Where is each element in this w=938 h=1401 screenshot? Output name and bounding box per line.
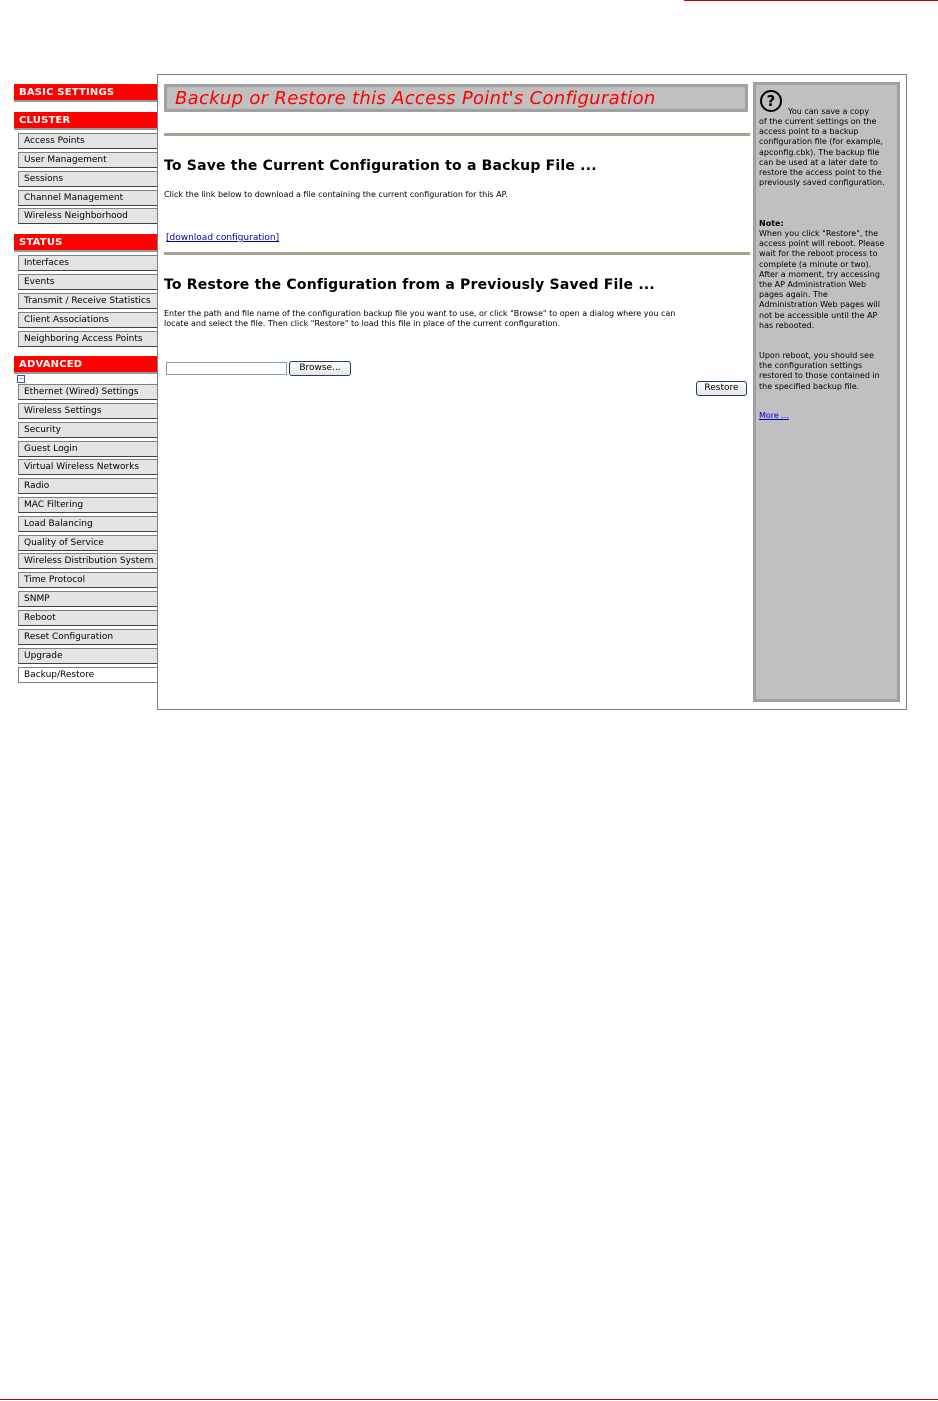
sidebar-heading-status[interactable]: STATUS [14, 234, 158, 252]
sidebar-item-reboot[interactable]: Reboot [18, 610, 158, 626]
help-reboot-text: Upon reboot, you should see the configuration settings restored to those contained in the specified backup file. [759, 351, 880, 391]
sidebar-item-quality-of-service[interactable]: Quality of Service [18, 535, 158, 551]
sidebar-item-mac-filtering[interactable]: MAC Filtering [18, 497, 158, 513]
section-divider [164, 252, 750, 255]
backup-file-path-input[interactable] [166, 362, 287, 375]
sidebar-item-reset-configuration[interactable]: Reset Configuration [18, 629, 158, 645]
sidebar-item-sessions[interactable]: Sessions [18, 171, 158, 187]
help-intro-first-line: You can save a copy [788, 107, 870, 116]
help-note-text: When you click "Restore", the access point will reboot. Please wait for the reboot process to complete (a minute or two). After a moment, try accessing the AP Administration Web pages again. The Administration Web pages will not be accessible until the AP has rebooted. [759, 229, 885, 330]
sidebar-item-events[interactable]: Events [18, 274, 158, 290]
sidebar-item-upgrade[interactable]: Upgrade [18, 648, 158, 664]
sidebar-item-user-management[interactable]: User Management [18, 152, 158, 168]
sidebar-heading-advanced[interactable]: ADVANCED [14, 356, 158, 374]
sidebar-item-transmit-receive-statistics[interactable]: Transmit / Receive Statistics [18, 293, 158, 309]
minus-box-icon[interactable]: − [18, 375, 24, 382]
sidebar-item-guest-login[interactable]: Guest Login [18, 441, 158, 457]
sidebar-item-snmp[interactable]: SNMP [18, 591, 158, 607]
sidebar-item-ethernet-settings[interactable]: Ethernet (Wired) Settings [18, 384, 158, 400]
sidebar-item-backup-restore[interactable]: Backup/Restore [18, 667, 160, 683]
sidebar-item-wireless-neighborhood[interactable]: Wireless Neighborhood [18, 208, 158, 224]
question-mark-icon: ? [760, 90, 782, 112]
download-configuration-link[interactable]: [download configuration] [166, 233, 280, 243]
sidebar-item-access-points[interactable]: Access Points [18, 133, 158, 149]
page-top-rule [684, 0, 938, 1]
sidebar-item-radio[interactable]: Radio [18, 478, 158, 494]
sidebar-basic-settings[interactable]: BASIC SETTINGS [14, 84, 158, 102]
restore-section-description-line1: Enter the path and file name of the configuration backup file you want to use, or click "Browse" to open a dialog where you can [164, 309, 676, 318]
sidebar-item-channel-management[interactable]: Channel Management [18, 190, 158, 206]
page-title-bar [164, 84, 748, 112]
restore-section-description-line2: locate and select the file. Then click "Restore" to load this file in place of the current configuration. [164, 319, 560, 328]
help-more-link[interactable]: More ... [759, 411, 790, 420]
section-divider [164, 133, 750, 136]
sidebar-item-time-protocol[interactable]: Time Protocol [18, 572, 158, 588]
sidebar-item-client-associations[interactable]: Client Associations [18, 312, 158, 328]
sidebar-item-wireless-distribution-system[interactable]: Wireless Distribution System [18, 553, 158, 569]
sidebar-item-interfaces[interactable]: Interfaces [18, 255, 158, 271]
sidebar-item-wireless-settings[interactable]: Wireless Settings [18, 403, 158, 419]
page-title: Backup or Restore this Access Point's Configuration [175, 88, 656, 109]
sidebar-item-virtual-wireless-networks[interactable]: Virtual Wireless Networks [18, 459, 158, 475]
restore-button[interactable]: Restore [696, 381, 747, 396]
help-intro-text: of the current settings on the access point to a backup configuration file (for example, apconfig.cbk). The backup file can be used at a later date to restore the access point to the previously saved configuration. [759, 117, 885, 188]
browse-button[interactable]: Browse... [289, 361, 351, 376]
restore-section-heading: To Restore the Configuration from a Previously Saved File ... [164, 277, 655, 293]
sidebar-item-neighboring-access-points[interactable]: Neighboring Access Points [18, 331, 158, 347]
save-section-description: Click the link below to download a file containing the current configuration for this AP. [164, 190, 508, 199]
sidebar-item-load-balancing[interactable]: Load Balancing [18, 516, 158, 532]
page-bottom-rule [0, 1399, 938, 1400]
help-panel [753, 82, 900, 702]
save-section-heading: To Save the Current Configuration to a Backup File ... [164, 158, 597, 174]
sidebar-item-security[interactable]: Security [18, 422, 158, 438]
sidebar-heading-cluster[interactable]: CLUSTER [14, 112, 158, 130]
help-note-label: Note: [759, 219, 784, 228]
